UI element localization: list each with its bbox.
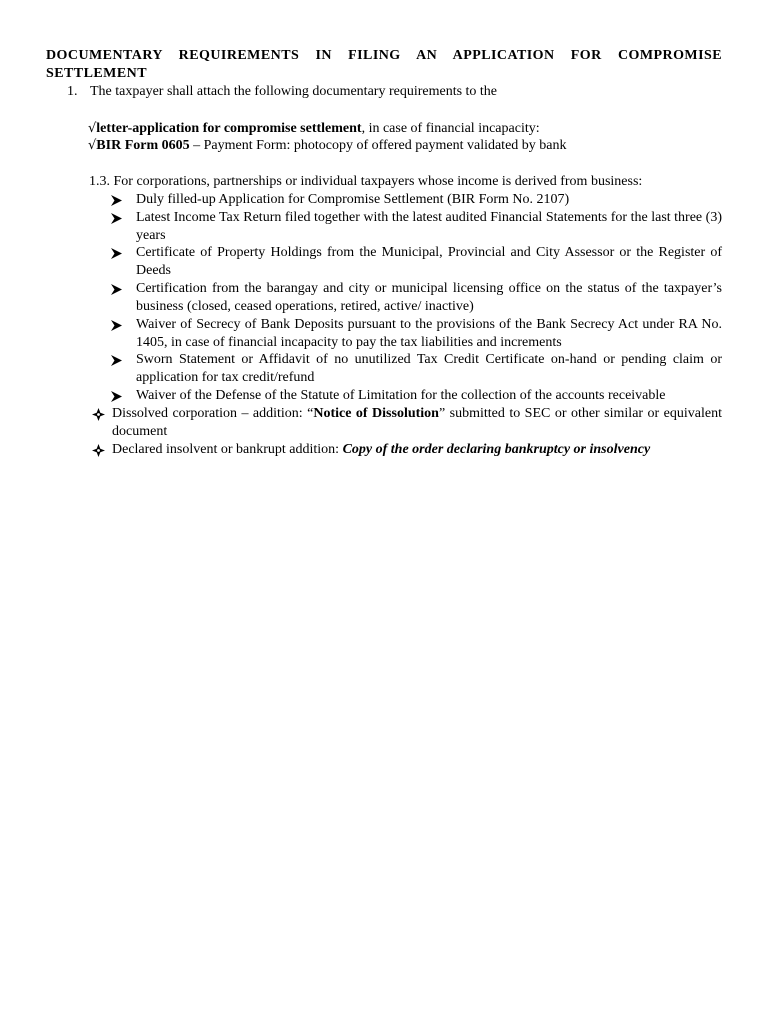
requirement-title: BIR Form 0605 (96, 138, 190, 153)
list-item-text: Waiver of Secrecy of Bank Deposits pursuant to the provisions of the Bank Secrecy Act under RA No. 1405, in case of financial incapacity to pay the tax liabilities and increments (136, 317, 722, 350)
bankruptcy-order-copy: Copy of the order declaring bankruptcy or insolvency (342, 442, 651, 457)
special-case-prefix: Declared insolvent or bankrupt addition: (112, 442, 343, 457)
arrow-bullet-icon (110, 351, 124, 369)
arrow-bullet-icon (110, 244, 124, 262)
document-heading: DOCUMENTARY REQUIREMENTS IN FILING AN APPLICATION FOR COMPROMISE SETTLEMENT (46, 48, 722, 81)
requirement-detail: – Payment Form: photocopy of offered payment validated by bank (189, 138, 567, 153)
arrow-bullet-icon (110, 280, 124, 298)
special-case-suffix: ” submitted to SEC or other similar or equivalent document (112, 406, 722, 439)
special-case-prefix: Dissolved corporation – addition: “ (112, 406, 314, 421)
arrow-bullet-icon (110, 191, 124, 209)
list-item (110, 244, 722, 280)
special-case-insolvent-bankrupt (92, 441, 722, 459)
special-case-text (112, 441, 722, 459)
list-item-text: Sworn Statement or Affidavit of no unutilized Tax Credit Certificate on-hand or pending claim or application for tax credit/refund (136, 352, 722, 385)
list-item-text: Certificate of Property Holdings from the Municipal, Provincial and City Assessor or the Register of Deeds (136, 245, 722, 278)
list-item-text: Waiver of the Defense of the Statute of Limitation for the collection of the accounts receivable (136, 388, 666, 403)
special-case-text (112, 405, 722, 441)
list-item (110, 191, 722, 209)
list-item-text: Latest Income Tax Return filed together with the latest audited Financial Statements for the last three (3) years (136, 210, 722, 243)
list-item-text: Duly filled-up Application for Compromise Settlement (BIR Form No. 2107) (136, 192, 570, 207)
notice-of-dissolution: Notice of Dissolution (313, 406, 439, 421)
list-item (110, 351, 722, 387)
diamond-bullet-icon (92, 405, 106, 423)
special-case-dissolved-corporation (92, 405, 722, 441)
section-1-3-text: 1.3. For corporations, partnerships or individual taxpayers whose income is derived from business: (89, 174, 643, 189)
arrow-bullet-icon (110, 209, 124, 227)
requirement-letter-application (88, 120, 540, 138)
list-item-text: Certification from the barangay and city or municipal licensing office on the status of the taxpayer’s business (closed, ceased operations, retired, active/ inactive) (136, 281, 722, 314)
check-mark-icon: √ (88, 138, 97, 153)
list-item (110, 209, 722, 245)
list-item (110, 387, 722, 405)
intro-text: The taxpayer shall attach the following documentary requirements to the (90, 84, 498, 99)
arrow-bullet-icon (110, 316, 124, 334)
requirement-title: letter-application for compromise settlement (96, 121, 362, 136)
requirement-detail: , in case of financial incapacity: (361, 121, 540, 136)
requirement-bir-form-0605 (88, 137, 567, 155)
arrow-bullet-icon (110, 387, 124, 405)
list-item (110, 316, 722, 352)
diamond-bullet-icon (92, 441, 106, 459)
check-mark-icon: √ (88, 121, 97, 136)
list-item (110, 280, 722, 316)
intro-number: 1. (67, 84, 78, 99)
